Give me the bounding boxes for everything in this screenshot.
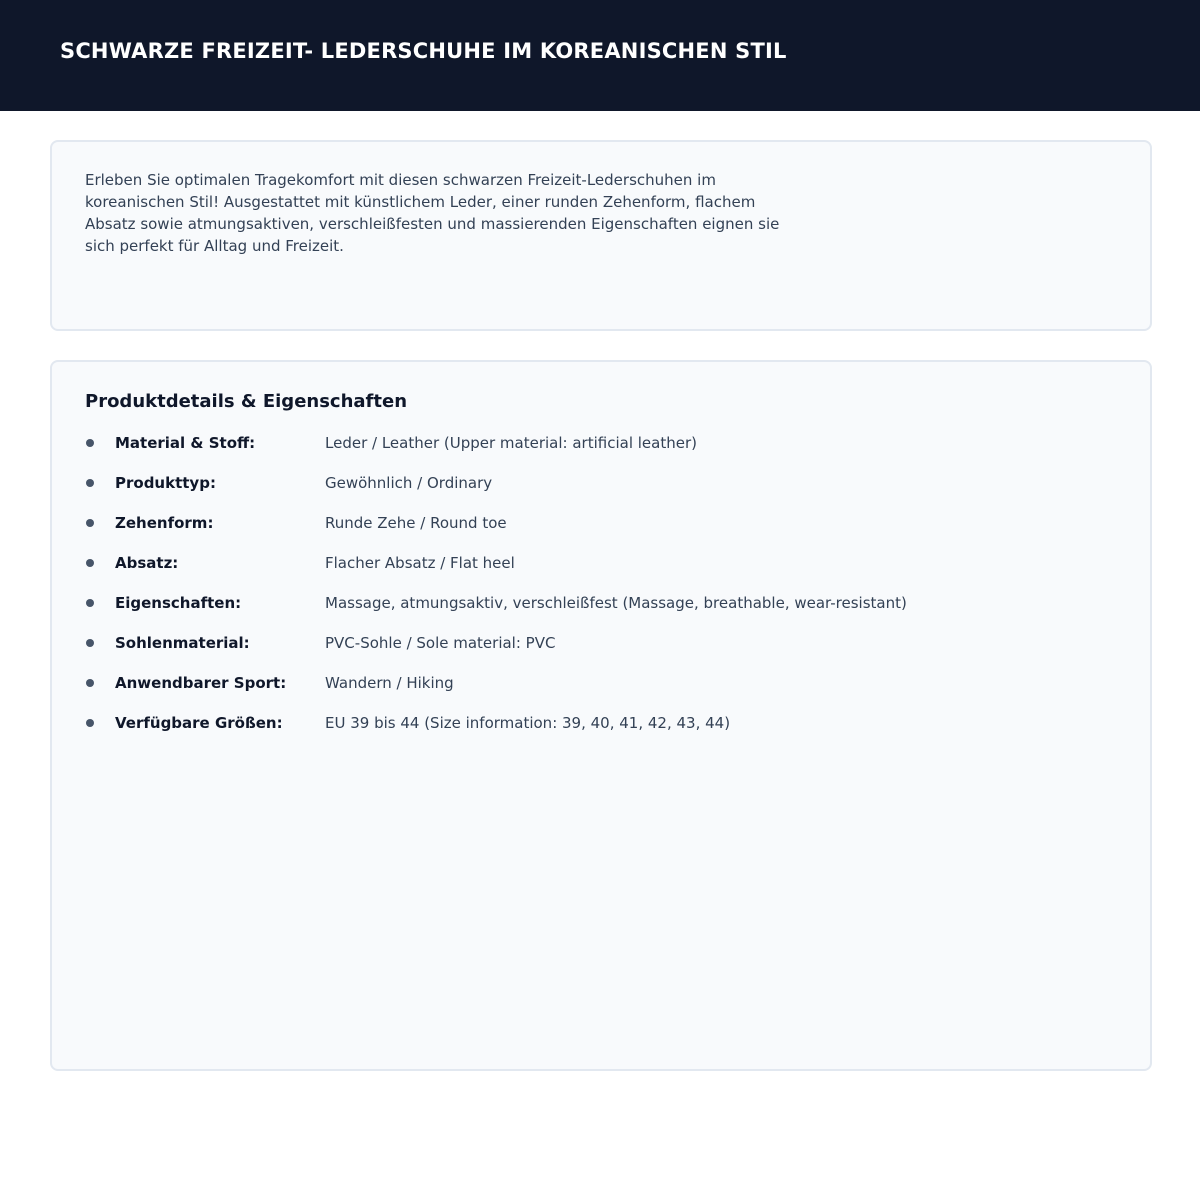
spec-label: Sohlenmaterial:	[115, 634, 250, 652]
spec-value: Massage, atmungsaktiv, verschleißfest (Massage, breathable, wear-resistant)	[325, 594, 907, 612]
details-heading: Produktdetails & Eigenschaften	[85, 391, 408, 412]
spec-item-material	[85, 432, 1085, 472]
spec-value: Flacher Absatz / Flat heel	[325, 554, 515, 572]
product-description: Erleben Sie optimalen Tragekomfort mit diesen schwarzen Freizeit-Lederschuhen im koreanischen Stil! Ausgestattet mit künstlichem Leder, einer runden Zehenform, flachem Absatz sowie atmungsaktiven, verschleißfesten und massierenden Eigenschaften eignen sie sich perfekt für Alltag und Freizeit.	[85, 171, 780, 255]
description-card	[50, 140, 1152, 331]
spec-item-features	[85, 592, 1085, 632]
bullet-icon	[86, 599, 94, 607]
spec-value: Runde Zehe / Round toe	[325, 514, 507, 532]
spec-label: Eigenschaften:	[115, 594, 242, 612]
spec-item-product-type	[85, 472, 1085, 512]
spec-label: Produkttyp:	[115, 474, 216, 492]
spec-list	[85, 432, 1085, 752]
spec-item-heel	[85, 552, 1085, 592]
bullet-icon	[86, 479, 94, 487]
spec-label: Anwendbarer Sport:	[115, 674, 287, 692]
spec-label: Absatz:	[115, 554, 179, 572]
spec-item-sport	[85, 672, 1085, 712]
spec-value: Gewöhnlich / Ordinary	[325, 474, 493, 492]
spec-label: Zehenform:	[115, 514, 214, 532]
spec-value: EU 39 bis 44 (Size information: 39, 40, 41, 42, 43, 44)	[325, 714, 731, 732]
bullet-icon	[86, 439, 94, 447]
spec-item-toe-shape	[85, 512, 1085, 552]
spec-label: Material & Stoff:	[115, 434, 256, 452]
bullet-icon	[86, 639, 94, 647]
spec-value: Leder / Leather (Upper material: artificial leather)	[325, 434, 697, 452]
details-card	[50, 360, 1152, 1071]
spec-item-sizes	[85, 712, 1085, 752]
spec-value: PVC-Sohle / Sole material: PVC	[325, 634, 556, 652]
bullet-icon	[86, 679, 94, 687]
bullet-icon	[86, 559, 94, 567]
spec-label: Verfügbare Größen:	[115, 714, 283, 732]
page-title: SCHWARZE FREIZEIT- LEDERSCHUHE IM KOREANISCHEN STIL	[60, 39, 787, 63]
bullet-icon	[86, 519, 94, 527]
bullet-icon	[86, 719, 94, 727]
spec-value: Wandern / Hiking	[325, 674, 454, 692]
spec-item-sole-material	[85, 632, 1085, 672]
page-header	[0, 0, 1200, 111]
